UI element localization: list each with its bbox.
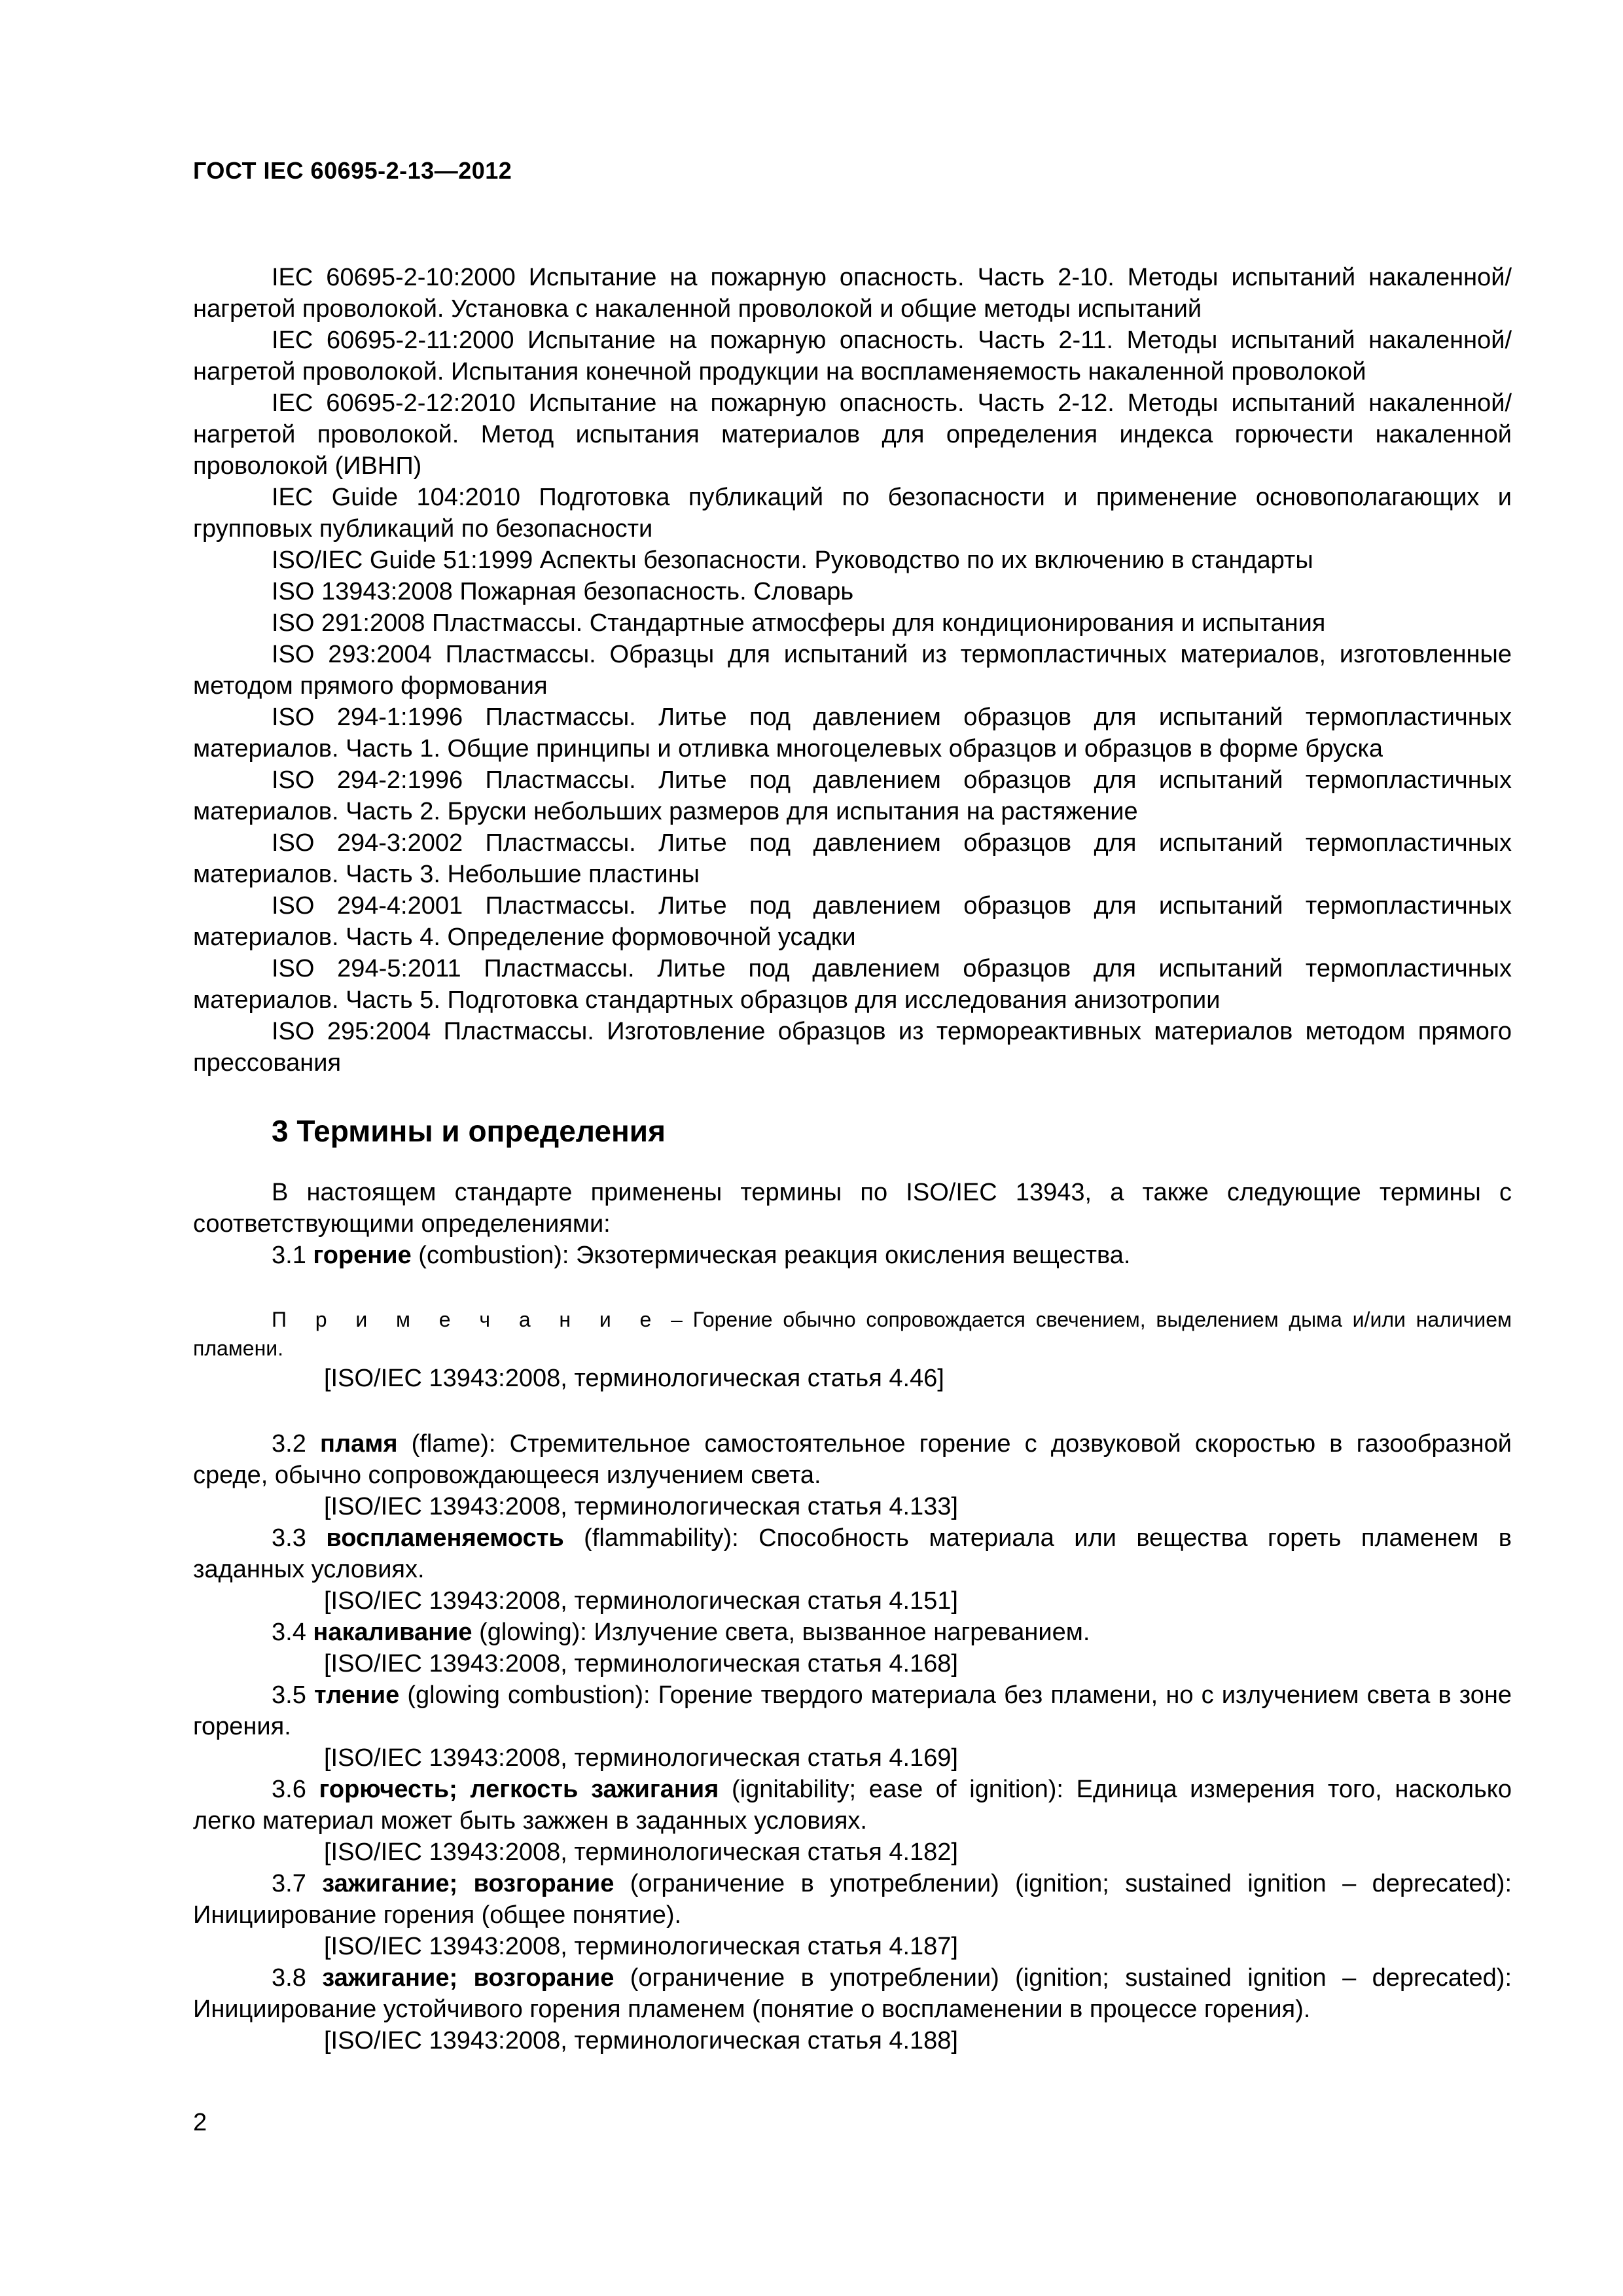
term-definition: (flame): Стремительное самостоятельное горение с дозвуковой скоростью в газообразной среде, обычно сопровождающееся излучением света. [193,1430,1512,1489]
term-citation: [ISO/IEC 13943:2008, терминологическая статья 4.182] [324,1839,958,1866]
term-name: накаливание [313,1619,473,1646]
document-body [193,262,1512,2056]
note-text: – Горение обычно сопровождается свечением, выделением дыма и/или наличием пламени. [193,1308,1512,1360]
term-entry [193,1428,1512,1491]
term-number: 3.3 [272,1524,306,1552]
term-entry [193,1962,1512,2025]
term-entry [193,1240,1512,1271]
term-name: воспламеняемость [326,1524,564,1552]
term-number: 3.4 [272,1619,306,1646]
normative-references-list [193,262,1512,1079]
term-name: зажигание; возгорание [322,1964,615,1992]
reference-item: ISO 294-4:2001 Пластмассы. Литье под давлением образцов для испытаний термопластичных материалов. Часть 4. Определение формовочной усадки [193,892,1512,951]
reference-item: ISO 294-5:2011 Пластмассы. Литье под давлением образцов для испытаний термопластичных материалов. Часть 5. Подготовка стандартных образцов для исследования анизотропии [193,955,1512,1014]
reference-item: IEC 60695-2-12:2010 Испытание на пожарную опасность. Часть 2-12. Методы испытаний накаленной/нагретой проволокой. Метод испытания материалов для определения индекса горючести накаленной проволокой (ИВНП) [193,389,1512,480]
term-definition: (ограничение в употреблении) (ignition; sustained ignition – deprecated): Инициирование горения (общее понятие). [193,1870,1512,1929]
term-citation: [ISO/IEC 13943:2008, терминологическая статья 4.151] [324,1587,958,1615]
term-definition: (glowing combustion): Горение твердого материала без пламени, но с излучением света в зоне горения. [193,1681,1512,1740]
term-definition: (combustion): Экзотермическая реакция окисления вещества. [411,1242,1131,1269]
reference-item: ISO/IEC Guide 51:1999 Аспекты безопасности. Руководство по их включению в стандарты [272,547,1313,574]
note-label: П р и м е ч а н и е [272,1308,661,1331]
term-number: 3.1 [272,1242,306,1269]
page-number: 2 [193,2109,207,2136]
term-name: горение [313,1242,412,1269]
term-entry [193,1522,1512,1585]
term-name: зажигание; возгорание [322,1870,615,1897]
reference-item: ISO 294-3:2002 Пластмассы. Литье под давлением образцов для испытаний термопластичных материалов. Часть 3. Небольшие пластины [193,829,1512,888]
term-entry [193,1617,1512,1648]
term-definition: (ignitability; ease of ignition): Единица измерения того, насколько легко материал может быть зажжен в заданных условиях. [193,1776,1512,1835]
term-number: 3.2 [272,1430,306,1458]
reference-item: ISO 13943:2008 Пожарная безопасность. Словарь [272,578,854,605]
term-definition: (glowing): Излучение света, вызванное нагреванием. [472,1619,1090,1646]
term-definition: (flammability): Способность материала или вещества гореть пламенем в заданных условиях. [193,1524,1512,1583]
term-citation: [ISO/IEC 13943:2008, терминологическая статья 4.188] [324,2027,958,2054]
term-citation: [ISO/IEC 13943:2008, терминологическая статья 4.133] [324,1493,958,1520]
reference-item: IEC 60695-2-11:2000 Испытание на пожарную опасность. Часть 2-11. Методы испытаний накаленной/нагретой проволокой. Испытания конечной продукции на воспламеняемость накаленной проволокой [193,327,1512,386]
reference-item: IEC Guide 104:2010 Подготовка публикаций по безопасности и применение основополагающих и групповых публикаций по безопасности [193,484,1512,543]
term-name: тление [313,1681,400,1709]
term-number: 3.6 [272,1776,306,1803]
reference-item: IEC 60695-2-10:2000 Испытание на пожарную опасность. Часть 2-10. Методы испытаний накаленной/нагретой проволокой. Установка с накаленной проволокой и общие методы испытаний [193,264,1512,323]
term-name: пламя [320,1430,398,1458]
section-intro: В настоящем стандарте применены термины по ISO/IEC 13943, а также следующие термины с соответствующими определениями: [193,1179,1512,1238]
reference-item: ISO 294-1:1996 Пластмассы. Литье под давлением образцов для испытаний термопластичных материалов. Часть 1. Общие принципы и отливка многоцелевых образцов и образцов в форме бруска [193,704,1512,762]
term-citation: [ISO/IEC 13943:2008, терминологическая статья 4.168] [324,1650,958,1677]
term-citation: [ISO/IEC 13943:2008, терминологическая статья 4.187] [324,1933,958,1960]
reference-item: ISO 294-2:1996 Пластмассы. Литье под давлением образцов для испытаний термопластичных материалов. Часть 2. Бруски небольших размеров для испытания на растяжение [193,766,1512,825]
term-definition: (ограничение в употреблении) (ignition; sustained ignition – deprecated): Инициирование устойчивого горения пламенем (понятие о воспламенении в процессе горения). [193,1964,1512,2023]
document-code-header: ГОСТ IEC 60695-2-13—2012 [193,157,512,184]
reference-item: ISO 293:2004 Пластмассы. Образцы для испытаний из термопластичных материалов, изготовленные методом прямого формования [193,641,1512,700]
term-number: 3.5 [272,1681,306,1709]
reference-item: ISO 295:2004 Пластмассы. Изготовление образцов из термореактивных материалов методом прямого прессования [193,1018,1512,1077]
reference-item: ISO 291:2008 Пластмассы. Стандартные атмосферы для кондиционирования и испытания [272,609,1326,637]
term-note [193,1305,1512,1363]
term-citation: [ISO/IEC 13943:2008, терминологическая статья 4.46] [324,1365,944,1392]
section-heading: 3 Термины и определения [272,1114,666,1148]
term-entry [193,1679,1512,1742]
term-name: горючесть; легкость зажигания [319,1776,719,1803]
term-citation: [ISO/IEC 13943:2008, терминологическая статья 4.169] [324,1744,958,1772]
term-number: 3.8 [272,1964,306,1992]
term-number: 3.7 [272,1870,306,1897]
term-entry [193,1774,1512,1837]
term-entry [193,1868,1512,1931]
